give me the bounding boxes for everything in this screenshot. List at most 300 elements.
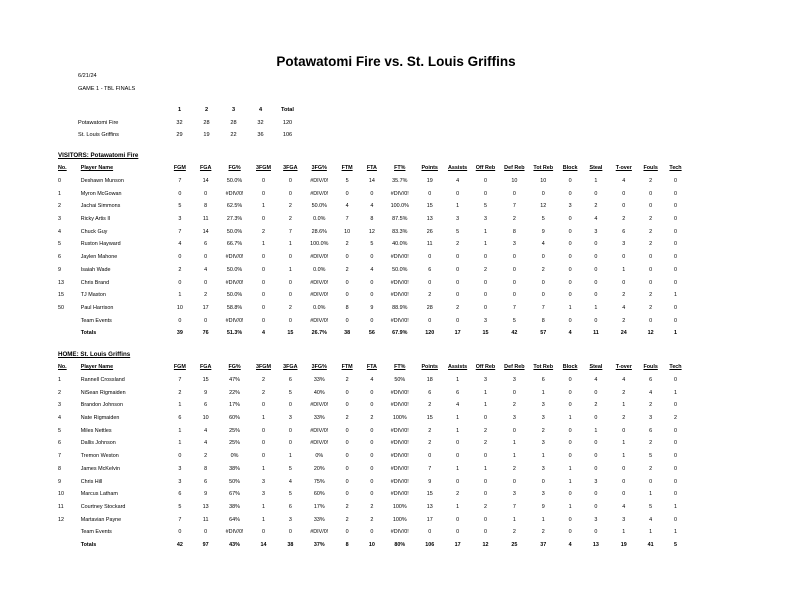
stat-cell: 0 [428, 317, 432, 324]
stat-cell: 0 [674, 377, 678, 384]
stat-cell: 2 [541, 529, 545, 536]
player-name: Rannell Crossland [80, 377, 125, 384]
player-row [58, 374, 688, 387]
player-row [58, 200, 688, 213]
column-header: T-over [615, 364, 632, 371]
stat-cell: 17 [202, 304, 209, 311]
stat-cell: 6 [428, 266, 432, 273]
player-name: Martavian Payne [80, 516, 122, 523]
stat-cell: 0 [288, 440, 292, 447]
totals-cell: 43% [229, 541, 240, 548]
quarter-header-cell: 1 [177, 107, 182, 114]
stat-cell: 33% [313, 516, 325, 523]
stat-cell: 0 [428, 279, 432, 286]
totals-cell: 4 [568, 330, 572, 337]
stat-cell: 0 [568, 292, 572, 299]
stat-cell: 2 [649, 465, 653, 472]
stat-cell: 7 [428, 465, 432, 472]
stat-cell: 3 [512, 491, 516, 498]
stat-cell: 0 [288, 279, 292, 286]
totals-cell: 120 [425, 330, 435, 337]
player-name: Nate Rigmaiden [80, 415, 120, 422]
stat-cell: 33% [313, 415, 325, 422]
stat-cell: #DIV/0! [390, 440, 409, 447]
quarter-header-cell: 2 [204, 107, 209, 114]
stat-cell: #DIV/0! [310, 402, 329, 409]
stat-cell: 0 [345, 190, 349, 197]
totals-cell: 15 [287, 330, 294, 337]
stat-cell: 3 [594, 478, 598, 485]
stat-cell: 15 [426, 415, 433, 422]
column-header: Assists [447, 364, 468, 371]
stat-cell: 6 [428, 389, 432, 396]
stat-cell: 1 [483, 465, 487, 472]
player-name: James McKelvin [80, 465, 120, 472]
player-row [58, 225, 688, 238]
stat-cell: 2 [345, 503, 349, 510]
stat-cell: #DIV/0! [310, 190, 329, 197]
stat-cell: 9 [204, 389, 208, 396]
stat-cell: 1 [594, 178, 598, 185]
column-header: FG% [228, 364, 241, 371]
stat-cell: 10 [344, 228, 351, 235]
player-number: 8 [58, 465, 61, 472]
stat-cell: 1 [649, 491, 653, 498]
totals-cell: 4 [568, 541, 572, 548]
stat-cell: 2 [178, 389, 182, 396]
stat-cell: 75% [313, 478, 325, 485]
stat-cell: 3 [288, 415, 292, 422]
stat-cell: 0 [261, 317, 265, 324]
stat-cell: 9 [541, 228, 545, 235]
stat-cell: 0 [568, 516, 572, 523]
stat-cell: 1 [483, 228, 487, 235]
player-number: 4 [58, 415, 61, 422]
stat-cell: 0 [674, 190, 678, 197]
stat-cell: 4 [370, 377, 374, 384]
stat-cell: 60% [229, 415, 240, 422]
stat-cell: #DIV/0! [390, 478, 409, 485]
column-header: T-over [615, 165, 632, 172]
stat-cell: 40% [313, 389, 325, 396]
stat-cell: 0 [288, 402, 292, 409]
totals-cell: 17 [454, 330, 461, 337]
quarter-score-cell: 120 [282, 119, 293, 126]
stat-cell: 2 [288, 304, 292, 311]
stat-cell: 12 [540, 203, 547, 210]
stat-cell: 0 [568, 529, 572, 536]
stat-cell: 2 [370, 503, 374, 510]
stat-cell: #DIV/0! [310, 254, 329, 261]
stat-cell: 0 [512, 266, 516, 273]
stat-cell: 1 [512, 440, 516, 447]
stat-cell: 5 [456, 228, 460, 235]
stat-cell: 2 [370, 516, 374, 523]
stat-cell: 4 [622, 304, 626, 311]
stat-cell: 0 [674, 427, 678, 434]
stat-cell: 0 [541, 254, 545, 261]
stat-cell: 0 [512, 292, 516, 299]
stat-cell: 0 [370, 453, 374, 460]
totals-cell [58, 327, 81, 340]
column-header: Tot Reb [533, 165, 554, 172]
totals-cell: 1 [674, 330, 678, 337]
stat-cell: 0 [568, 427, 572, 434]
stat-cell: #DIV/0! [225, 317, 244, 324]
stat-cell: 5 [649, 503, 653, 510]
stat-cell: 38% [229, 503, 240, 510]
stat-cell: 0 [456, 516, 460, 523]
stat-cell: 2 [178, 266, 182, 273]
player-name: Dallis Johnson [80, 440, 116, 447]
stat-cell: 3 [512, 377, 516, 384]
stat-cell: 35.7% [392, 178, 408, 185]
player-number: 6 [58, 440, 61, 447]
stat-cell: 0 [594, 266, 598, 273]
stat-cell: #DIV/0! [390, 254, 409, 261]
stat-cell: 3 [541, 402, 545, 409]
stat-cell: 0 [512, 478, 516, 485]
totals-cell: 56 [368, 330, 375, 337]
stat-cell: 2 [483, 503, 487, 510]
stat-cell: 8 [345, 304, 349, 311]
stat-cell: 0 [674, 216, 678, 223]
stat-cell: #DIV/0! [390, 427, 409, 434]
player-row [58, 463, 688, 476]
stat-cell: 0 [370, 402, 374, 409]
stat-cell: 83.3% [392, 228, 408, 235]
stat-cell: 2 [456, 304, 460, 311]
stat-cell: 14 [202, 178, 209, 185]
stat-cell: #DIV/0! [225, 254, 244, 261]
player-name: Chris Brand [80, 279, 110, 286]
stat-cell: 18 [426, 377, 433, 384]
stat-cell: 7 [512, 304, 516, 311]
stat-cell: 17 [426, 516, 433, 523]
stat-cell: 0 [622, 478, 626, 485]
player-row [58, 501, 688, 514]
stat-cell: #DIV/0! [225, 190, 244, 197]
stat-cell: 2 [594, 203, 598, 210]
stat-cell: 10 [176, 304, 183, 311]
stat-cell: 0 [483, 453, 487, 460]
stat-cell: 2 [622, 317, 626, 324]
stat-cell: 0 [568, 216, 572, 223]
stat-cell: 50.0% [392, 266, 408, 273]
stat-cell: 2 [483, 427, 487, 434]
stat-cell: 60% [313, 491, 325, 498]
column-header: Player Name [80, 364, 114, 371]
quarter-score-cell: 19 [203, 132, 210, 139]
stat-cell: 5 [370, 241, 374, 248]
stat-cell: 0 [288, 292, 292, 299]
stat-cell: 3 [541, 465, 545, 472]
quarter-header-cell: 4 [258, 107, 263, 114]
stat-cell: 8 [204, 203, 208, 210]
column-header: FG% [228, 165, 241, 172]
stat-cell: #DIV/0! [390, 292, 409, 299]
quarter-score-cell: 106 [282, 132, 293, 139]
stat-cell: 0 [568, 389, 572, 396]
player-number: 1 [58, 190, 61, 197]
stat-cell: 6 [204, 478, 208, 485]
stat-cell: 0 [568, 254, 572, 261]
stat-cell: 2 [428, 292, 432, 299]
player-number: 4 [58, 228, 61, 235]
player-name: Marcus Latham [80, 491, 118, 498]
column-header: Steal [589, 165, 603, 172]
stat-cell: 50.0% [311, 203, 327, 210]
stat-cell: 0 [674, 241, 678, 248]
stat-cell: 50% [229, 478, 240, 485]
stat-cell: 4 [204, 266, 208, 273]
player-number: 2 [58, 203, 61, 210]
home-stats-table [58, 361, 688, 551]
column-header: 3FGM [255, 364, 271, 371]
player-name: Chris Hill [80, 478, 103, 485]
stat-cell: 1 [674, 503, 678, 510]
stat-cell: 6 [541, 377, 545, 384]
player-name: Chuck Guy [80, 228, 108, 235]
stat-cell: 1 [261, 203, 265, 210]
stat-cell: 0.0% [313, 216, 326, 223]
player-row [58, 424, 688, 437]
stat-cell: 0 [261, 440, 265, 447]
game-date: 6/21/24 [78, 73, 97, 79]
stat-cell: 0 [456, 440, 460, 447]
stat-cell: 1 [261, 415, 265, 422]
stat-cell: 1 [483, 389, 487, 396]
stat-cell: #DIV/0! [390, 279, 409, 286]
stat-cell: 100.0% [310, 241, 329, 248]
stat-cell: 4 [649, 516, 653, 523]
column-header: Off Reb [475, 165, 496, 172]
totals-row [58, 539, 688, 552]
stat-cell: 0 [622, 190, 626, 197]
totals-cell: 38 [344, 330, 351, 337]
stat-cell: 3 [483, 317, 487, 324]
stat-cell: 6 [178, 415, 182, 422]
player-row [58, 513, 688, 526]
stat-cell: 0 [594, 491, 598, 498]
stat-cell: 0 [178, 529, 182, 536]
player-number: 15 [58, 292, 64, 299]
stat-cell: 50% [394, 377, 406, 384]
stat-cell: 0 [456, 292, 460, 299]
stat-cell: 50.0% [226, 266, 243, 273]
stat-cell: 50.0% [226, 228, 243, 235]
player-name: Miles Nettles [80, 427, 112, 434]
column-header: Steal [589, 364, 603, 371]
quarter-header-cell: 3 [231, 107, 236, 114]
totals-cell: 106 [425, 541, 435, 548]
player-name: NiSean Rigmaiden [80, 389, 126, 396]
stat-cell: 0 [428, 453, 432, 460]
column-header: 3FGA [283, 165, 298, 172]
stat-cell: 8 [512, 228, 516, 235]
stat-cell: 0 [345, 389, 349, 396]
player-name: Myron McGowan [80, 190, 122, 197]
stat-cell: 4 [204, 440, 208, 447]
stat-cell: 0 [512, 427, 516, 434]
stat-cell: 0 [649, 317, 653, 324]
stat-cell: 1 [622, 453, 626, 460]
stat-cell: 0 [622, 254, 626, 261]
stat-cell: 3 [622, 516, 626, 523]
stat-cell: 0 [178, 254, 182, 261]
stat-cell: 33% [313, 377, 325, 384]
totals-cell: 11 [593, 330, 599, 337]
stat-cell: 0 [261, 292, 265, 299]
stat-cell: 0 [568, 228, 572, 235]
stat-cell: 4 [345, 203, 349, 210]
stat-cell: 50.0% [226, 178, 243, 185]
stat-cell: 2 [649, 402, 653, 409]
stat-cell: 1 [622, 440, 626, 447]
stat-cell: 7 [178, 178, 182, 185]
stat-cell: 15 [426, 203, 433, 210]
column-header: Tech [669, 364, 682, 371]
stat-cell: 2 [370, 415, 374, 422]
stat-cell: 1 [288, 453, 292, 460]
stat-cell: 0 [288, 529, 292, 536]
stat-cell: 5 [288, 389, 292, 396]
totals-cell: 12 [482, 541, 489, 548]
stat-cell: 1 [178, 440, 182, 447]
stat-cell: 100% [392, 415, 407, 422]
stat-cell: 1 [541, 389, 545, 396]
stat-cell: 0 [456, 190, 460, 197]
stat-cell: 0 [261, 254, 265, 261]
stat-cell: 0 [674, 516, 678, 523]
player-number: 11 [58, 503, 64, 510]
stat-cell: 0 [370, 190, 374, 197]
totals-cell: 8 [345, 541, 349, 548]
totals-cell: 42 [511, 330, 518, 337]
stat-cell: 6 [178, 491, 182, 498]
stat-cell: 0 [594, 415, 598, 422]
column-header: FGA [199, 165, 212, 172]
stat-cell: 2 [674, 415, 678, 422]
stat-cell: 3 [512, 415, 516, 422]
stat-cell: 2 [649, 304, 653, 311]
stat-cell: 0 [568, 317, 572, 324]
stat-cell: 0 [261, 266, 265, 273]
stat-cell: 7 [288, 228, 292, 235]
quarter-team-name: Potawatomi Fire [78, 119, 119, 126]
stat-cell: 0 [204, 317, 208, 324]
stat-cell: 3 [456, 216, 460, 223]
player-number: 6 [58, 254, 61, 261]
stat-cell: 2 [512, 465, 516, 472]
stat-cell: 0 [568, 241, 572, 248]
player-name: Ricky Artis II [80, 216, 111, 223]
totals-row [58, 327, 688, 340]
stat-cell: 0 [456, 453, 460, 460]
quarter-score-cell: 29 [176, 132, 183, 139]
stat-cell: 0 [288, 317, 292, 324]
totals-cell: 42 [176, 541, 183, 548]
player-row [58, 238, 688, 251]
stat-cell: 0 [370, 478, 374, 485]
stat-cell: 2 [345, 241, 349, 248]
stat-cell: 3 [178, 216, 182, 223]
stat-cell: 1 [456, 465, 460, 472]
stat-cell: 1 [456, 203, 460, 210]
stat-cell: 0 [568, 402, 572, 409]
stat-cell: #DIV/0! [310, 529, 329, 536]
quarter-score-cell: 28 [230, 119, 237, 126]
stat-cell: 3 [483, 377, 487, 384]
totals-cell: 13 [592, 541, 599, 548]
stat-cell: 4 [594, 377, 598, 384]
stat-cell: 2 [541, 266, 545, 273]
stat-cell: 3 [594, 516, 598, 523]
stat-cell: 0 [345, 491, 349, 498]
stat-cell: 1 [512, 516, 516, 523]
stat-cell: 6 [456, 389, 460, 396]
player-name: Brandon Johnson [80, 402, 123, 409]
column-header: 3FGM [255, 165, 271, 172]
stat-cell: 0 [674, 304, 678, 311]
stat-cell: 0 [594, 465, 598, 472]
stat-cell: 1 [594, 427, 598, 434]
stat-cell: 3 [649, 415, 653, 422]
stat-cell: 0 [541, 478, 545, 485]
quarter-score-cell: 32 [257, 119, 264, 126]
stat-cell: 1 [178, 402, 182, 409]
stat-cell: 2 [483, 266, 487, 273]
stat-cell: 0 [674, 203, 678, 210]
stat-cell: 0 [370, 491, 374, 498]
stat-cell: 2 [261, 377, 265, 384]
quarter-score-cell: 36 [257, 132, 264, 139]
stat-cell: 0 [483, 292, 487, 299]
stat-cell: 1 [456, 377, 460, 384]
column-header: FTA [366, 364, 377, 371]
stat-cell: 0 [370, 529, 374, 536]
stat-cell: 0 [345, 402, 349, 409]
stat-cell: 1 [568, 478, 572, 485]
column-header: Player Name [80, 165, 114, 172]
stat-cell: #DIV/0! [225, 279, 244, 286]
stat-cell: 1 [649, 529, 653, 536]
stat-cell: 2 [345, 377, 349, 384]
player-name: Jachai Simmons [80, 203, 121, 210]
quarter-header-blank [78, 104, 166, 117]
stat-cell: 12 [368, 228, 375, 235]
totals-cell: 12 [647, 330, 654, 337]
player-name: Isaiah Wade [80, 266, 111, 273]
stat-cell: 7 [512, 203, 516, 210]
stat-cell: 0 [456, 254, 460, 261]
stat-cell: 0 [261, 453, 265, 460]
stat-cell: 3 [261, 491, 265, 498]
stat-cell: 0 [674, 178, 678, 185]
stat-cell: 3 [288, 516, 292, 523]
stat-cell: 0 [261, 529, 265, 536]
player-number: 50 [58, 304, 64, 311]
stat-cell: 1 [456, 503, 460, 510]
stat-cell: 14 [202, 228, 209, 235]
stat-cell: 2 [649, 440, 653, 447]
column-header: Points [421, 165, 438, 172]
stat-cell: 9 [370, 304, 374, 311]
column-header: No. [58, 364, 67, 371]
stat-cell: 0 [345, 529, 349, 536]
stat-cell: 9 [541, 503, 545, 510]
player-number: 0 [58, 178, 61, 185]
